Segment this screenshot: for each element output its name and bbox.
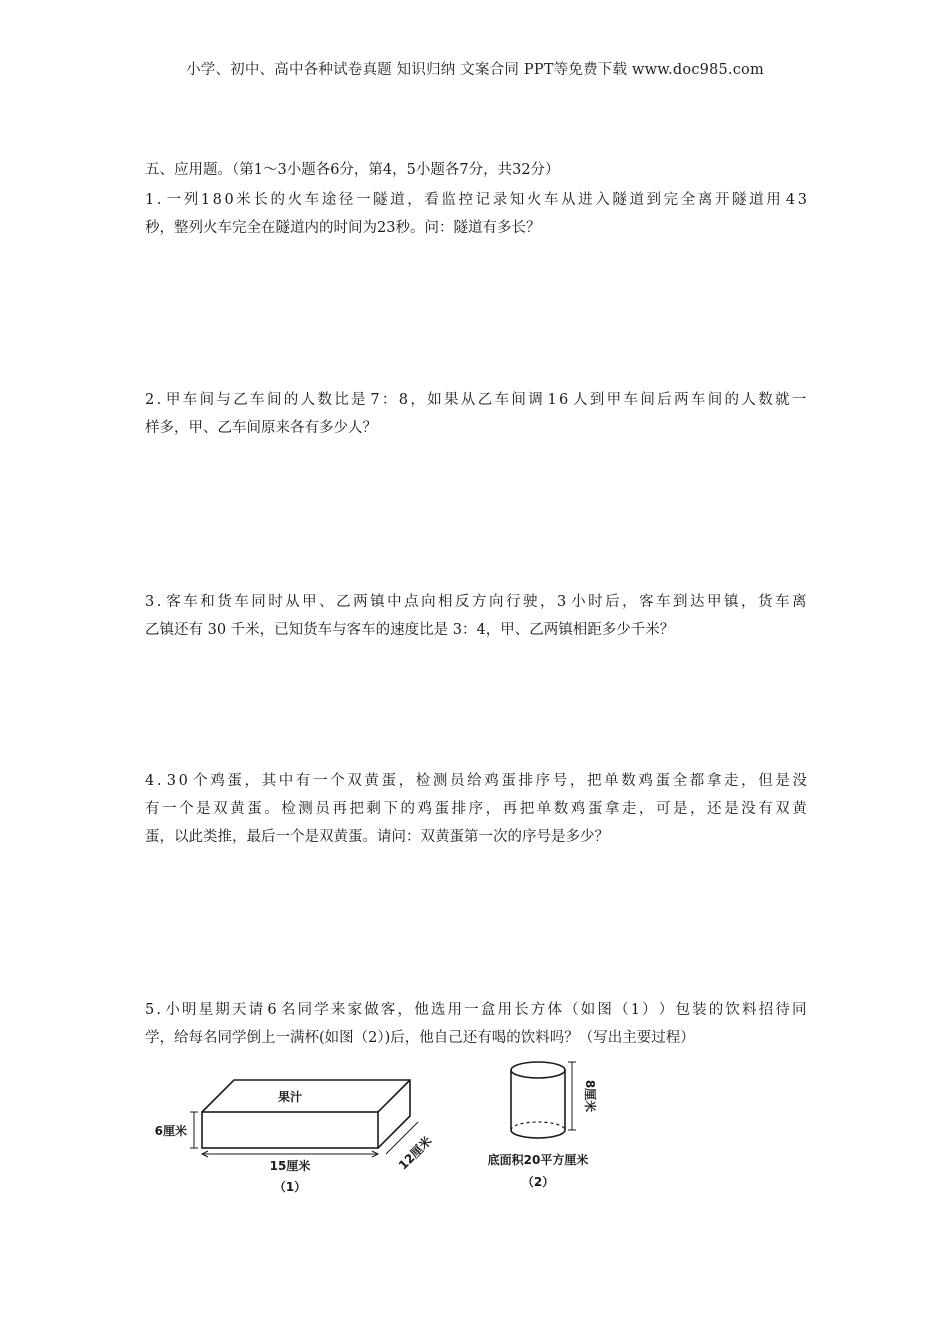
q4-line3: 蛋，以此类推，最后一个是双黄蛋。请问：双黄蛋第一次的序号是多少？ — [145, 829, 609, 845]
cuboid-label: 果汁 — [277, 1090, 303, 1104]
q3-line2: 乙镇还有 30 千米，已知货车与客车的速度比是 3：4，甲、乙两镇相距多少千米？ — [145, 622, 675, 638]
cylinder-figure — [511, 1062, 576, 1138]
figure2-caption: （2） — [521, 1175, 555, 1189]
page-header: 小学、初中、高中各种试卷真题 知识归纳 文案合同 PPT等免费下载 www.doc985.com — [186, 62, 764, 78]
q4-line1: 4 . 3 0 个 鸡 蛋 ， 其 中 有 一 个 双 黄 蛋 ， 检 测 员 给 鸡 蛋 排 序 号 ， 把 单 数 鸡 蛋 全 都 拿 走 ， 但 是 没 — [145, 773, 807, 789]
q1-line2: 秒，整列火车完全在隧道内的时间为23秒。问：隧道有多长？ — [145, 220, 541, 236]
q4-line2: 有 一 个 是 双 黄 蛋 。 检 测 员 再 把 剩 下 的 鸡 蛋 排 序 ， 再 把 单 数 鸡 蛋 拿 走 ， 可 是 ， 还 是 没 有 双 黄 — [145, 801, 807, 817]
figure1-caption: （1） — [273, 1180, 307, 1194]
cylinder-base-label: 底面积20平方厘米 — [487, 1153, 589, 1167]
q1-line1: 1 . 一 列 1 8 0 米 长 的 火 车 途 径 一 隧 道 ， 看 监 控 记 录 知 火 车 从 进 入 隧 道 到 完 全 离 开 隧 道 用 4 3 — [145, 192, 807, 208]
q3-line1: 3 . 客 车 和 货 车 同 时 从 甲 、 乙 两 镇 中 点 向 相 反 方 向 行 驶 ， 3 小 时 后 ， 客 车 到 达 甲 镇 ， 货 车 离 — [145, 594, 807, 610]
cuboid-length-label: 15厘米 — [269, 1159, 311, 1173]
q2-line1: 2 . 甲 车 间 与 乙 车 间 的 人 数 比 是 7 ： 8 ， 如 果 从 乙 车 间 调 1 6 人 到 甲 车 间 后 两 车 间 的 人 数 就 一 — [145, 392, 807, 408]
section-title: 五、应用题。（第1～3小题各6分，第4，5小题各7分，共32分） — [145, 162, 560, 178]
q5-line1: 5 . 小 明 星 期 天 请 6 名 同 学 来 家 做 客 ， 他 选 用 一 盒 用 长 方 体 （ 如 图 （ 1 ） ） 包 装 的 饮 料 招 待 同 — [145, 1002, 807, 1018]
cuboid-width-label: 12厘米 — [395, 1133, 435, 1173]
q5-line2: 学，给每名同学倒上一满杯(如图（2）)后，他自己还有喝的饮料吗？（写出主要过程） — [145, 1030, 695, 1046]
cuboid-height-label: 6厘米 — [154, 1124, 187, 1138]
cuboid-figure — [190, 1080, 418, 1157]
q2-line2: 样多，甲、乙车间原来各有多少人？ — [145, 420, 377, 436]
cylinder-height-label: 8厘米 — [583, 1079, 597, 1113]
